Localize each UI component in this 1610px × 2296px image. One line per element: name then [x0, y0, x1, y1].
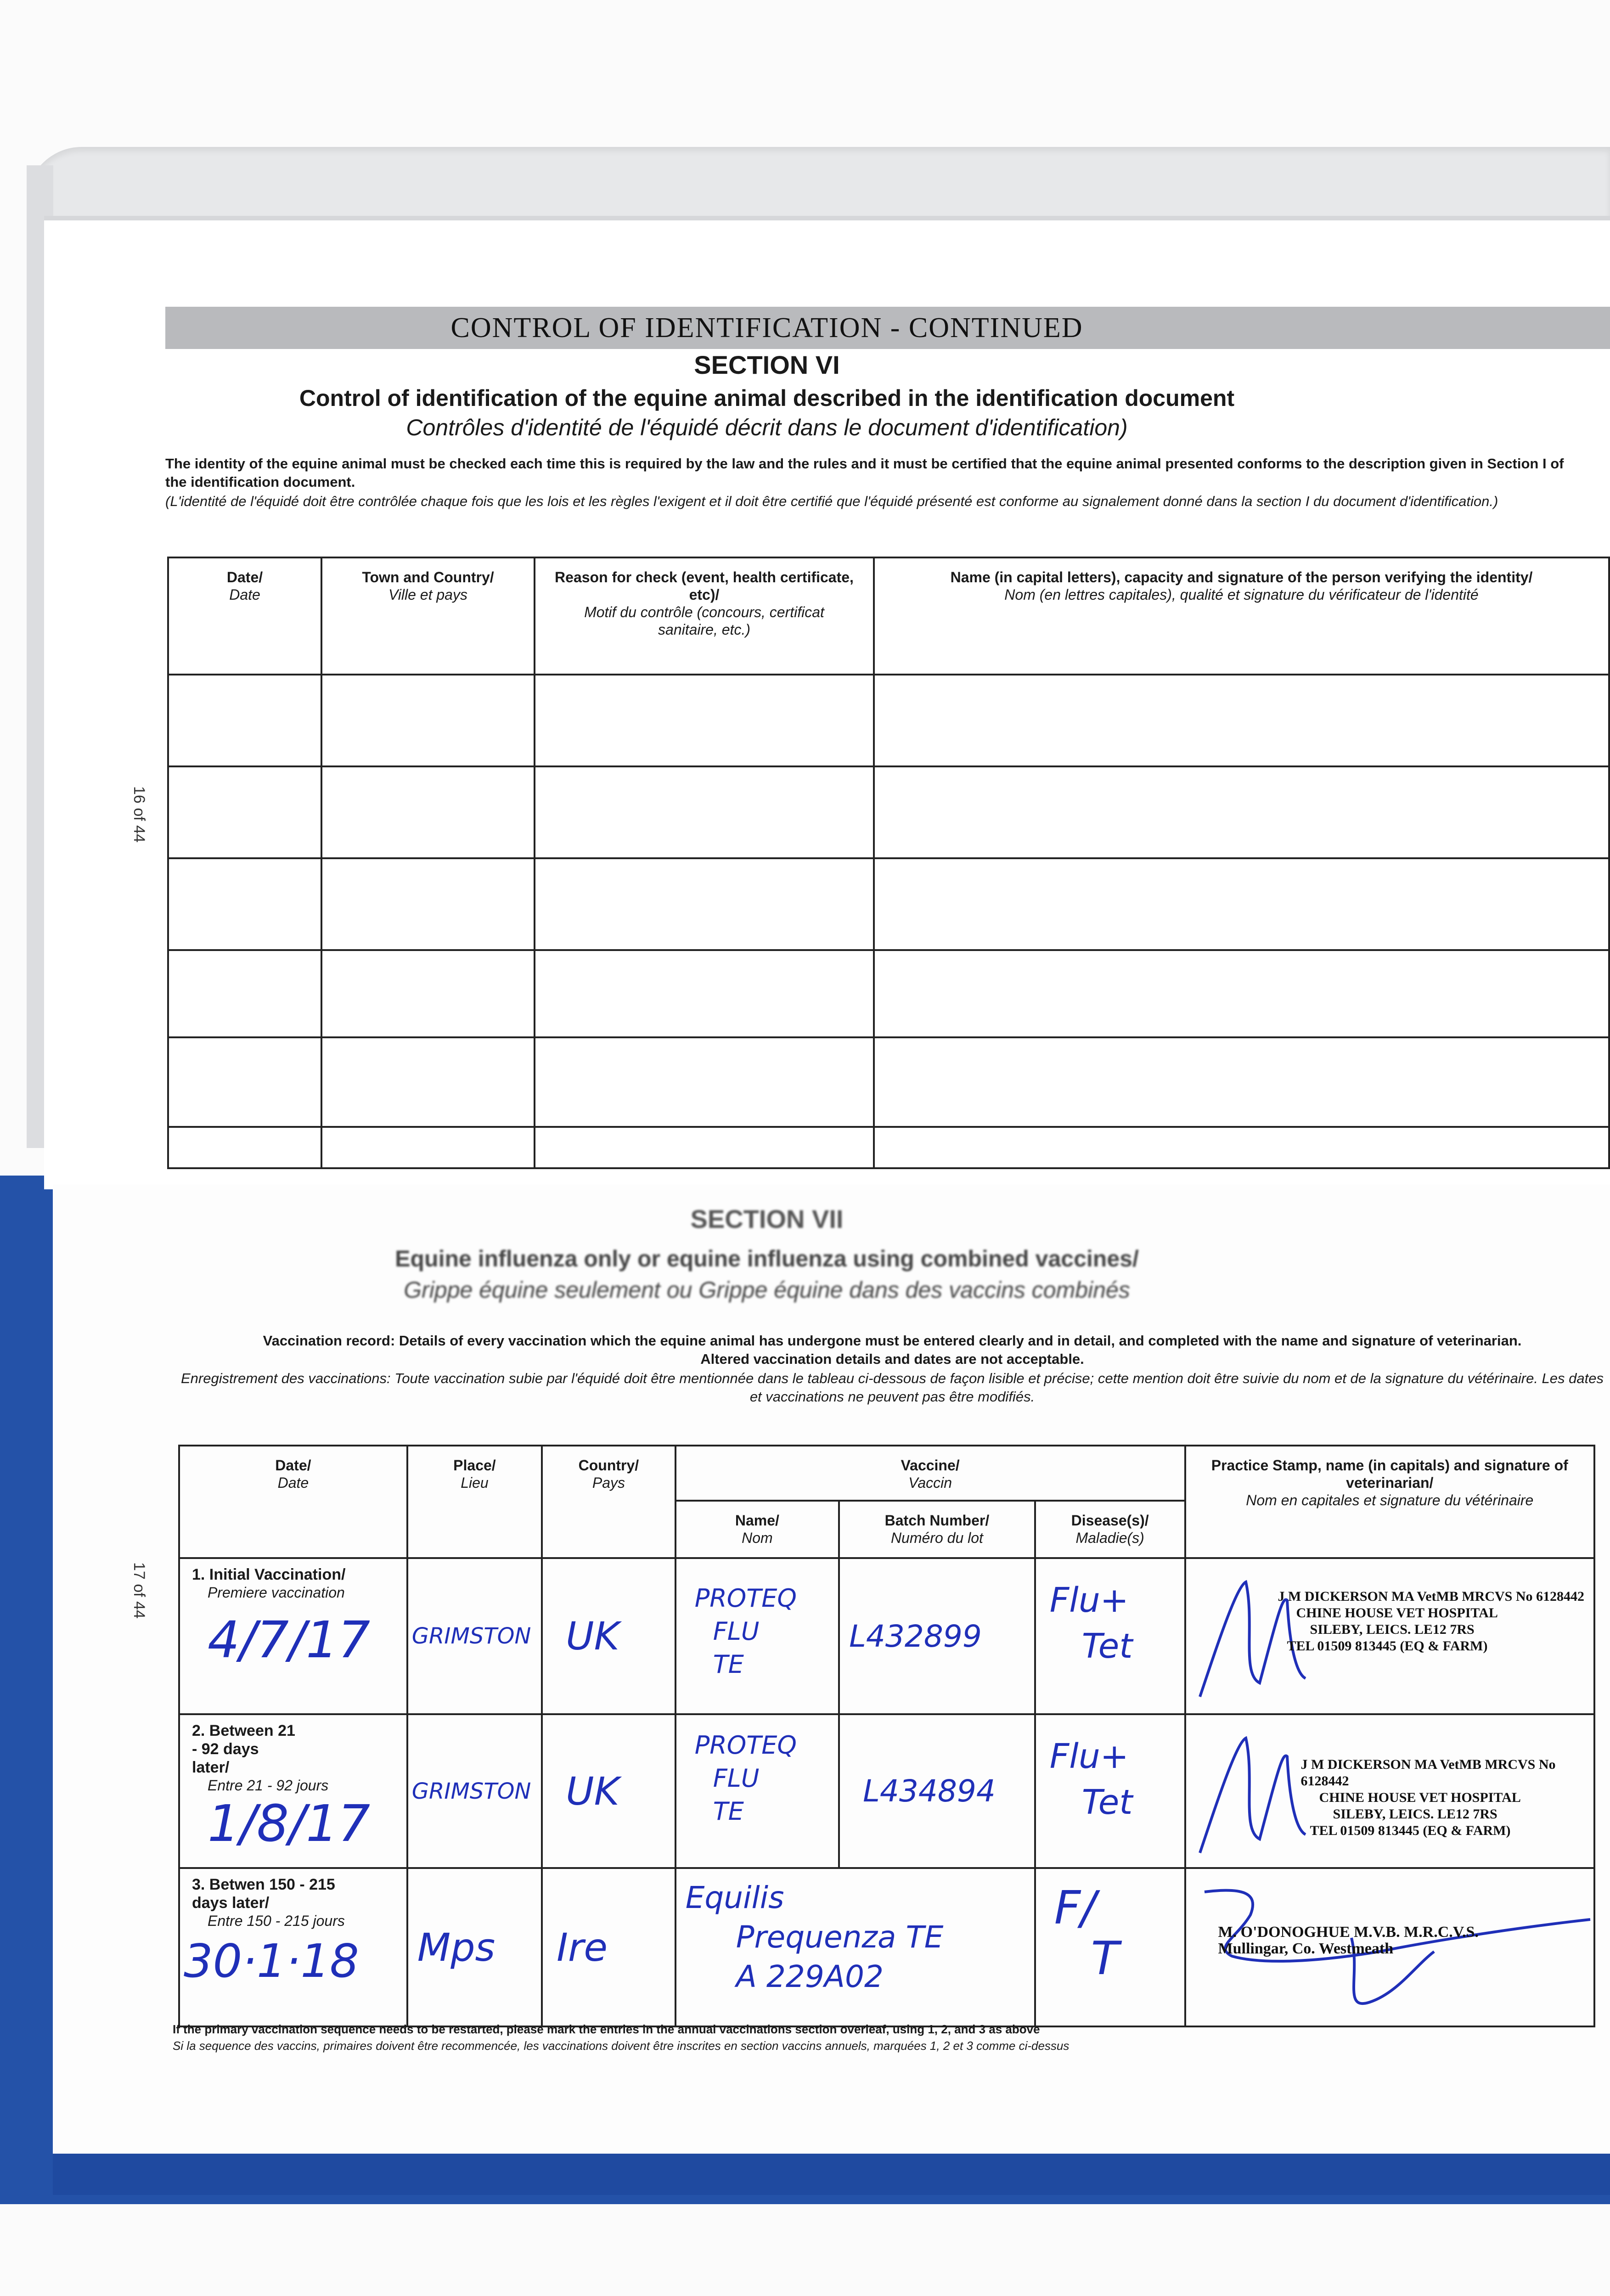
vaccination-name-cell [676, 1714, 839, 1868]
section7-subtitle-en: Equine influenza only or equine influenza using combined vaccines/ [395, 1246, 1139, 1272]
col-country [542, 1446, 676, 1558]
vaccination-practice-cell [1185, 1714, 1594, 1868]
col-practice [1185, 1446, 1594, 1558]
handwritten-country: UK [566, 1614, 619, 1659]
col-place-en: Place/ [453, 1457, 496, 1474]
col-place-fr: Lieu [461, 1474, 489, 1491]
page-number-17: 17 of 44 [130, 1562, 148, 1619]
row-label-fr: Entre 21 - 92 jours [208, 1777, 329, 1794]
section7-title: SECTION VII [690, 1204, 844, 1233]
vaccination-date-cell [179, 1558, 407, 1714]
vaccination-disease-cell [1035, 1868, 1185, 2026]
section6-instructions-fr: (L'identité de l'équidé doit être contrôlée chaque fois que les lois et les règles l'exigent et il doit être certifié que l'équidé présenté est conforme au signalement donné dans la section I du document d'identification.) [165, 493, 1498, 509]
col-verifier-en: Name (in capital letters), capacity and signature of the person verifying the identity/ [950, 569, 1533, 585]
handwritten-place: Mps [417, 1925, 495, 1970]
handwritten-date: 1/8/17 [208, 1794, 371, 1853]
handwritten-disease: Flu+ Tet [1049, 1581, 1133, 1666]
col-verifier-fr: Nom (en lettres capitales), qualité et signature du vérificateur de l'identité [1004, 586, 1479, 603]
col-disease-en: Disease(s)/ [1071, 1512, 1149, 1529]
col-batch-en: Batch Number/ [884, 1512, 990, 1529]
vaccination-row-1 [179, 1558, 1594, 1714]
vaccination-name-cell [676, 1868, 1035, 2026]
col-reason [535, 557, 874, 675]
vaccination-place-cell [407, 1714, 542, 1868]
section6-instructions-en: The identity of the equine animal must be checked each time this is required by the law and the rules and it must be certified that the equine animal presented conforms to the description given in Section I of the identification document. [165, 456, 1564, 490]
vaccination-disease-cell [1035, 1558, 1185, 1714]
handwritten-country: UK [566, 1768, 619, 1814]
table-row [168, 950, 1609, 1037]
vaccination-date-cell [179, 1868, 407, 2026]
handwritten-batch: L434894 [863, 1773, 996, 1809]
col-batch-fr: Numéro du lot [890, 1530, 983, 1546]
col-vaccine-fr: Vaccin [908, 1474, 952, 1491]
vaccination-table [178, 1445, 1595, 2027]
vaccination-country-cell [542, 1558, 676, 1714]
practice-stamp-3: M. O'DONOGHUE M.V.B. M.R.C.V.S. Mullingar, Co. Westmeath [1218, 1924, 1479, 1957]
table-row [168, 858, 1609, 950]
handwritten-batch: L432899 [849, 1618, 982, 1654]
row-label-fr: Entre 150 - 215 jours [208, 1913, 345, 1929]
section7-instructions-en-2: Altered vaccination details and dates are not acceptable. [700, 1351, 1084, 1367]
vaccination-name-cell [676, 1558, 839, 1714]
col-batch [839, 1501, 1035, 1558]
col-practice-en: Practice Stamp, name (in capitals) and signature of veterinarian/ [1211, 1457, 1568, 1491]
table-row [168, 1037, 1609, 1127]
vaccination-header-row [179, 1446, 1594, 1501]
vaccination-disease-cell [1035, 1714, 1185, 1868]
handwritten-country: Ire [557, 1925, 608, 1970]
col-date-en: Date/ [226, 569, 263, 585]
handwritten-date: 30·1·18 [184, 1934, 359, 1988]
table-row [168, 675, 1609, 766]
vaccination-practice-cell [1185, 1558, 1594, 1714]
col-town-en: Town and Country/ [362, 569, 494, 585]
handwritten-vaccine-name: PROTEQ FLU TE [694, 1584, 797, 1679]
col-country-fr: Pays [592, 1474, 625, 1491]
col-date [179, 1446, 407, 1558]
col-practice-fr: Nom en capitales et signature du vétérinaire [1246, 1492, 1534, 1508]
col-place [407, 1446, 542, 1558]
col-disease [1035, 1501, 1185, 1558]
handwritten-place: GRIMSTON [411, 1778, 531, 1804]
handwritten-place: GRIMSTON [411, 1623, 531, 1649]
col-verifier [874, 557, 1609, 675]
col-disease-fr: Maladie(s) [1075, 1530, 1144, 1546]
footnote-fr: Si la sequence des vaccins, primaires doivent être recommencée, les vaccinations doivent être inscrites en section vaccins annuels, marquées 1, 2 et 3 comme ci-dessus [173, 2039, 1070, 2053]
table-row [168, 766, 1609, 858]
col-vaccine-en: Vaccine/ [901, 1457, 960, 1474]
vaccination-country-cell [542, 1714, 676, 1868]
handwritten-vaccine-name: Equilis Prequenza TE A 229A02 [685, 1880, 944, 1994]
vaccination-row-3 [179, 1868, 1594, 2026]
row-label-en: 1. Initial Vaccination/ [192, 1566, 346, 1583]
vaccination-date-cell [179, 1714, 407, 1868]
col-reason-en: Reason for check (event, health certificate, etc)/ [555, 569, 854, 603]
col-date-en: Date/ [275, 1457, 311, 1474]
section7-instructions-en-1: Vaccination record: Details of every vaccination which the equine animal has undergone must be entered clearly and in detail, and completed with the name and signature of veterinarian. [263, 1333, 1522, 1349]
col-town [321, 557, 535, 675]
col-reason-fr: Motif du contrôle (concours, certificat sanitaire, etc.) [584, 604, 824, 638]
col-vaccine-name-en: Name/ [735, 1512, 779, 1529]
vaccination-place-cell [407, 1558, 542, 1714]
footnote-en: If the primary vaccination sequence needs to be restarted, please mark the entries in the annual vaccinations section overleaf, using 1, 2, and 3 as above [173, 2022, 1040, 2036]
col-vaccine-name [676, 1501, 839, 1558]
row-label-en: 2. Between 21 - 92 days later/ [192, 1722, 295, 1776]
identity-check-header-row [168, 557, 1609, 675]
vaccination-batch-cell [839, 1558, 1035, 1714]
section7-instructions-en [175, 1332, 1610, 1368]
handwritten-disease: Flu+ Tet [1049, 1737, 1133, 1822]
identity-check-table [167, 557, 1610, 1169]
row-label-en: 3. Betwen 150 - 215 days later/ [192, 1876, 335, 1912]
passport-cover-top [27, 147, 1610, 220]
col-date [168, 557, 321, 675]
col-date-fr: Date [229, 586, 260, 603]
vaccination-row-2 [179, 1714, 1594, 1868]
section7-subtitle-fr: Grippe équine seulement ou Grippe équine dans des vaccins combinés [404, 1277, 1130, 1303]
handwritten-disease: F/ T [1054, 1881, 1119, 1985]
page-number-16: 16 of 44 [130, 786, 148, 843]
vet-signature-2 [1191, 1724, 1310, 1862]
handwritten-vaccine-name: PROTEQ FLU TE [694, 1731, 797, 1826]
vaccination-place-cell [407, 1868, 542, 2026]
practice-stamp-2: J M DICKERSON MA VetMB MRCVS No 6128442 CHINE HOUSE VET HOSPITAL SILEBY, LEICS. LE12 7RS TEL 01509 813445 (EQ & FARM) [1300, 1757, 1556, 1838]
handwritten-date: 4/7/17 [208, 1610, 371, 1669]
col-vaccine-name-fr: Nom [742, 1530, 773, 1546]
section7-instructions-fr: Enregistrement des vaccinations: Toute vaccination subie par l'équidé doit être mentionnée dans le tableau ci-dessous de façon lisible et précise; cette mention doit être suivie du nom et de la signature du vétérinaire. Les dates et vaccinations ne peuvent pas être modifiés. [180, 1370, 1604, 1405]
section6-subtitle-en: Control of identification of the equine animal described in the identification document [299, 385, 1235, 411]
passport-blue-edge [53, 2154, 1610, 2195]
col-town-fr: Ville et pays [388, 586, 467, 603]
col-date-fr: Date [277, 1474, 309, 1491]
col-vaccine [676, 1446, 1185, 1501]
table-row [168, 1127, 1609, 1168]
section-banner-text: CONTROL OF IDENTIFICATION - CONTINUED [450, 312, 1083, 343]
practice-stamp-1: J M DICKERSON MA VetMB MRCVS No 6128442 CHINE HOUSE VET HOSPITAL SILEBY, LEICS. LE12 7RS TEL 01509 813445 (EQ & FARM) [1278, 1589, 1585, 1654]
vaccination-practice-cell [1185, 1868, 1594, 2026]
row-label-fr: Premiere vaccination [208, 1584, 345, 1601]
section6-title: SECTION VI [694, 350, 840, 379]
vaccination-country-cell [542, 1868, 676, 2026]
vaccination-batch-cell [839, 1714, 1035, 1868]
section6-subtitle-fr: Contrôles d'identité de l'équidé décrit dans le document d'identification) [406, 415, 1128, 440]
col-country-en: Country/ [578, 1457, 639, 1474]
